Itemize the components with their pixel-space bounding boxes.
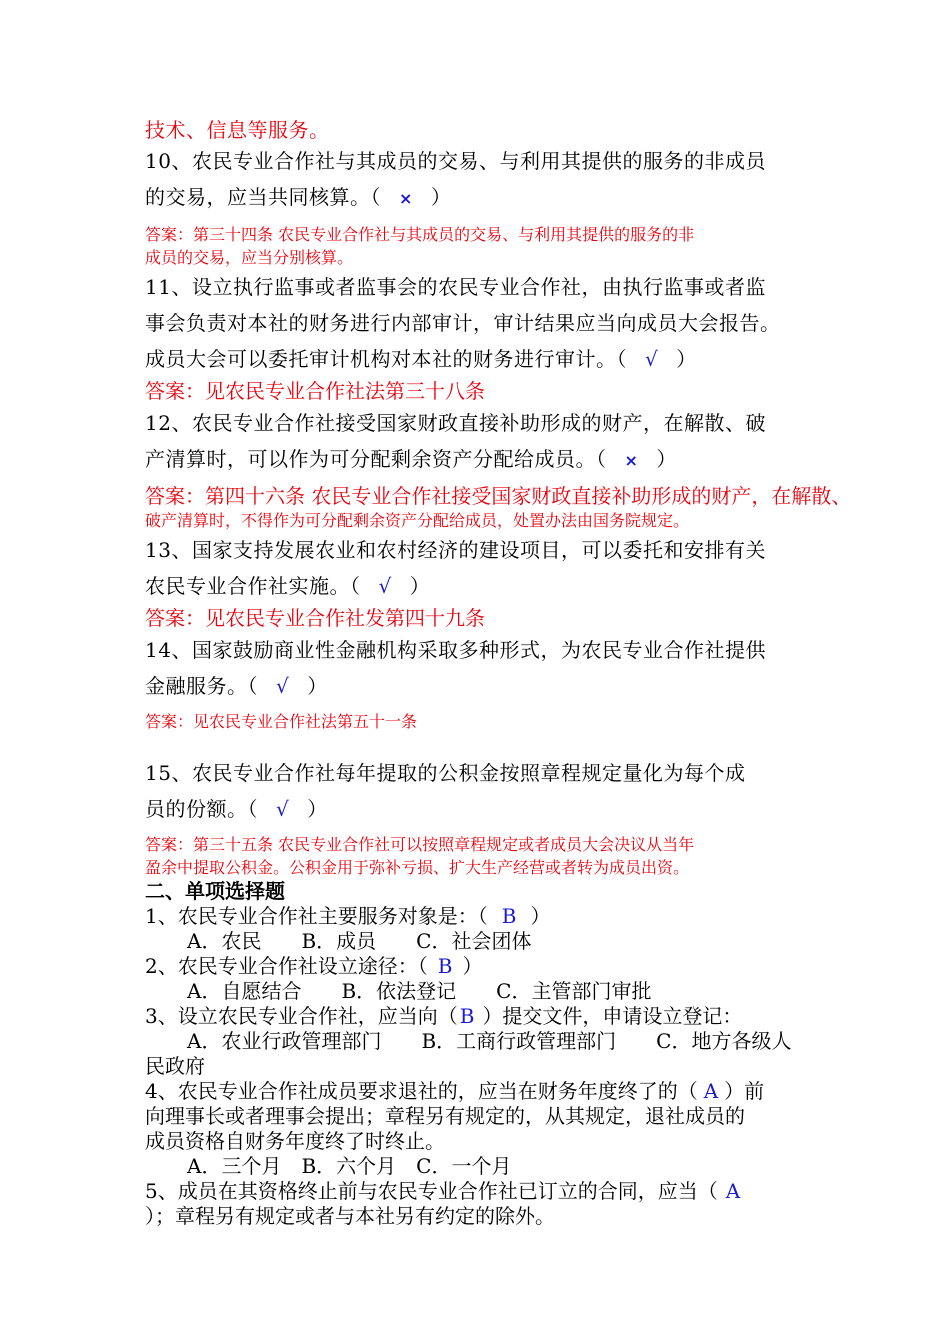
mc-question-4 bbox=[145, 1079, 825, 1179]
question-line: 2、农民专业合作社设立途径：（ B ） bbox=[145, 954, 483, 978]
question-line: 农民专业合作社实施。（ √ ） bbox=[145, 568, 825, 604]
check-mark: √ bbox=[276, 797, 290, 821]
tf-question-12 bbox=[145, 405, 825, 479]
mc-question-2 bbox=[145, 954, 825, 1004]
tf-question-14 bbox=[145, 632, 825, 704]
options-line: A．三个月 B．六个月 C．一个月 bbox=[187, 1154, 512, 1178]
question-line: 10、农民专业合作社与其成员的交易、与利用其提供的服务的非成员 bbox=[145, 149, 766, 173]
tf-question-13 bbox=[145, 532, 825, 604]
question-line: 成员资格自财务年度终了时终止。 bbox=[145, 1129, 445, 1153]
question-line: 产清算时，可以作为可分配剩余资产分配给成员。（ × ） bbox=[145, 441, 825, 479]
answer-line: 破产清算时，不得作为可分配剩余资产分配给成员，处置办法由国务院规定。 bbox=[145, 511, 690, 530]
answer-line: 成员的交易，应当分别核算。 bbox=[145, 248, 354, 267]
tf-answer-11 bbox=[145, 377, 825, 405]
question-line: 3、设立农民专业合作社，应当向（ B ）提交文件，申请设立登记： bbox=[145, 1004, 743, 1028]
question-line: 5、成员在其资格终止前与农民专业合作社已订立的合同，应当（ A bbox=[145, 1179, 741, 1203]
section-heading: 二、单项选择题 bbox=[145, 879, 285, 903]
answer-line: 盈余中提取公积金。公积金用于弥补亏损、扩大生产经营或者转为成员出资。 bbox=[145, 858, 690, 877]
tf-answer-15 bbox=[145, 833, 825, 879]
question-line: 向理事长或者理事会提出；章程另有规定的，从其规定，退社成员的 bbox=[145, 1104, 745, 1128]
tf-answer-12 bbox=[145, 484, 852, 532]
mc-question-3 bbox=[145, 1004, 825, 1079]
question-line: 1、农民专业合作社主要服务对象是：（ B ） bbox=[145, 904, 551, 928]
question-line: 12、农民专业合作社接受国家财政直接补助形成的财产，在解散、破 bbox=[145, 411, 766, 435]
question-line: ）；章程另有规定或者与本社另有约定的除外。 bbox=[145, 1204, 555, 1228]
tf-answer-14 bbox=[145, 710, 825, 733]
options-line: A．农业行政管理部门 B．工商行政管理部门 C．地方各级人 bbox=[187, 1029, 792, 1053]
question-line: 金融服务。（ √ ） bbox=[145, 668, 825, 704]
options-line: A．自愿结合 B．依法登记 C．主管部门审批 bbox=[187, 979, 652, 1003]
document-page bbox=[145, 118, 852, 1229]
answer-line: 答案：第三十五条 农民专业合作社可以按照章程规定或者成员大会决议从当年 bbox=[145, 835, 695, 854]
answer-letter: A bbox=[725, 1179, 741, 1203]
answer-line: 答案：见农民专业合作社发第四十九条 bbox=[145, 606, 485, 630]
answer-line: 答案：第三十四条 农民专业合作社与其成员的交易、与利用其提供的服务的非 bbox=[145, 225, 695, 244]
cross-mark: × bbox=[624, 451, 639, 470]
answer-letter: B bbox=[459, 1004, 475, 1028]
cross-mark: × bbox=[399, 189, 413, 208]
answer-line: 答案：见农民专业合作社法第五十一条 bbox=[145, 712, 418, 731]
answer-line: 答案：见农民专业合作社法第三十八条 bbox=[145, 379, 485, 403]
question-line: 11、设立执行监事或者监事会的农民专业合作社，由执行监事或者监 bbox=[145, 275, 766, 299]
question-line: 13、国家支持发展农业和农村经济的建设项目，可以委托和安排有关 bbox=[145, 538, 766, 562]
answer-letter: A bbox=[703, 1079, 719, 1103]
answer-letter: B bbox=[437, 954, 453, 978]
tf-answer-10 bbox=[145, 223, 825, 269]
tf-question-10 bbox=[145, 143, 825, 217]
question-line: 成员大会可以委托审计机构对本社的财务进行审计。（ √ ） bbox=[145, 341, 825, 377]
options-line: 民政府 bbox=[145, 1054, 205, 1078]
question-line: 员的份额。（ √ ） bbox=[145, 791, 825, 827]
tf-question-15 bbox=[145, 755, 825, 827]
mc-question-1 bbox=[145, 904, 825, 954]
question-line: 14、国家鼓励商业性金融机构采取多种形式，为农民专业合作社提供 bbox=[145, 638, 766, 662]
question-line: 的交易，应当共同核算。（ × ） bbox=[145, 179, 825, 217]
mc-question-5 bbox=[145, 1179, 825, 1229]
question-line: 事会负责对本社的财务进行内部审计，审计结果应当向成员大会报告。 bbox=[145, 311, 781, 335]
check-mark: √ bbox=[378, 574, 392, 598]
check-mark: √ bbox=[645, 347, 659, 371]
tf-question-11 bbox=[145, 269, 825, 377]
answer-letter: B bbox=[501, 904, 517, 928]
top-fragment: 技术、信息等服务。 bbox=[145, 118, 330, 142]
answer-line: 答案：第四十六条 农民专业合作社接受国家财政直接补助形成的财产，在解散、 bbox=[145, 484, 852, 508]
options-line: A．农民 B．成员 C．社会团体 bbox=[187, 929, 532, 953]
tf-answer-13 bbox=[145, 604, 825, 632]
check-mark: √ bbox=[276, 674, 290, 698]
question-line: 4、农民专业合作社成员要求退社的，应当在财务年度终了的（ A ）前 bbox=[145, 1079, 765, 1103]
question-line: 15、农民专业合作社每年提取的公积金按照章程规定量化为每个成 bbox=[145, 761, 746, 785]
